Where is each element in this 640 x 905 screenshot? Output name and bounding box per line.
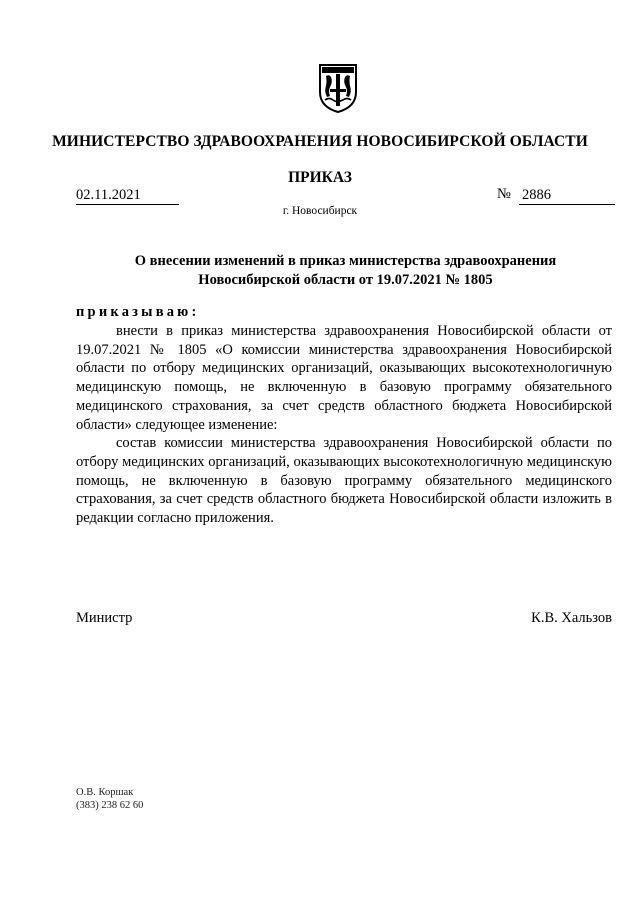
signatory-name: К.В. Хальзов	[531, 610, 612, 626]
executor-contact	[76, 786, 143, 812]
executor-name: О.В. Коршак	[76, 787, 134, 798]
order-number: 2886	[519, 187, 615, 205]
body-paragraph: состав комиссии министерства здравоохранения Новосибирской области по отбору медицинских организаций, оказывающих высокотехнологичную медицинскую помощь, не включенную в базовую программу обязательного медицинского страхования, за счет средств областного бюджета Новосибирской области изложить в редакции согласно приложения.	[76, 435, 612, 527]
document-type: ПРИКАЗ	[288, 169, 352, 186]
subject-line: О внесении изменений в приказ министерства здравоохранения	[134, 253, 557, 269]
signature-block	[76, 610, 612, 627]
subject-line: Новосибирской области от 19.07.2021 № 1805	[198, 272, 493, 288]
executor-phone: (383) 238 62 60	[76, 800, 144, 811]
signatory-position: Министр	[76, 610, 133, 626]
city: г. Новосибирск	[282, 205, 358, 217]
number-label: №	[497, 186, 511, 202]
ministry-name: МИНИСТЕРСТВО ЗДРАВООХРАНЕНИЯ НОВОСИБИРСКОЙ ОБЛАСТИ	[52, 133, 588, 150]
body-paragraph: внести в приказ министерства здравоохранения Новосибирской области от 19.07.2021 № 1805 «О комиссии министерства здравоохранения Новосибирской области по отбору медицинских организаций, оказывающих высокотехнологичную медицинскую помощь, не включенную в базовую программу обязательного медицинского страхования, за счет средств областного бюджета Новосибирской области» следующее изменение:	[76, 323, 612, 433]
novosibirsk-coat-of-arms-icon	[317, 62, 359, 114]
order-subject	[76, 252, 615, 290]
order-date: 02.11.2021	[76, 187, 179, 205]
order-body	[76, 322, 612, 528]
order-decree-word: приказываю:	[76, 304, 200, 320]
